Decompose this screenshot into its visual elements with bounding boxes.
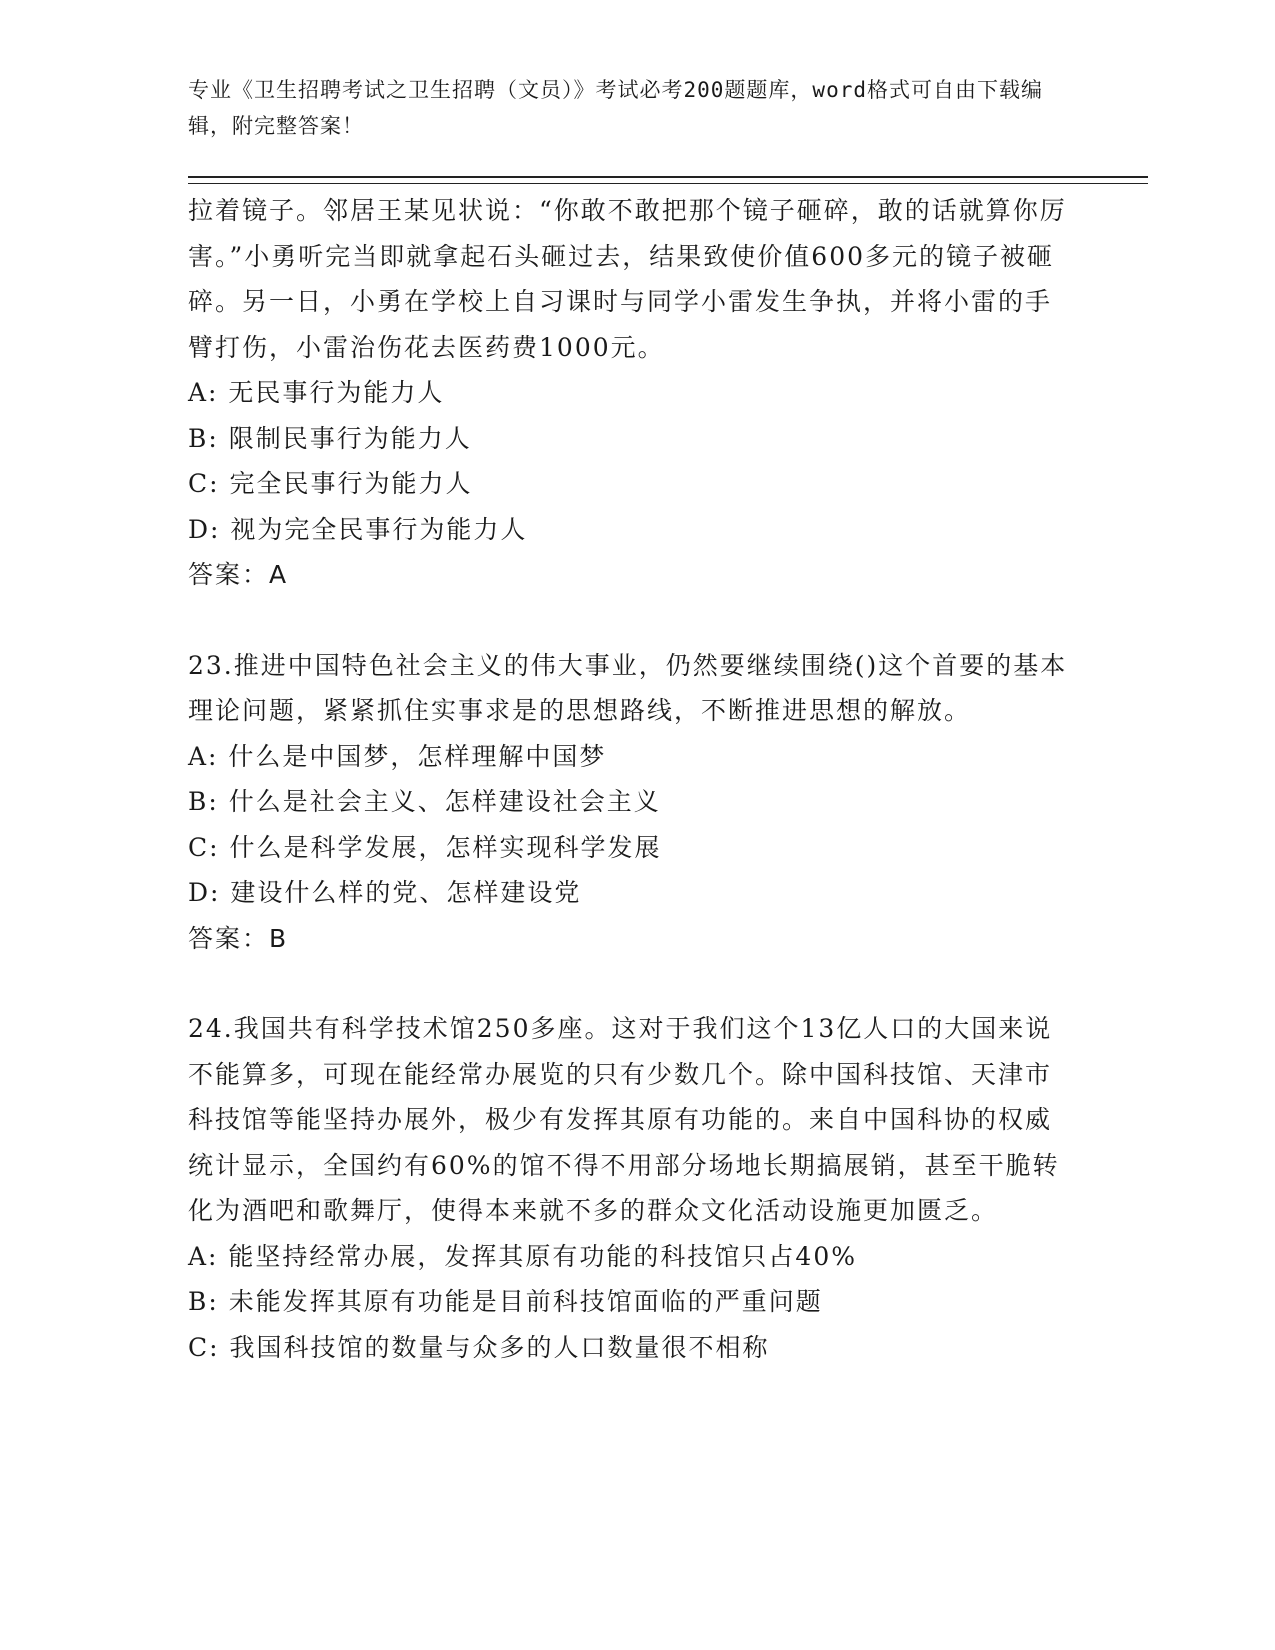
question-text: 拉着镜子。邻居王某见状说：“你敢不敢把那个镜子砸碎，敢的话就算你厉害。”小勇听完当即就拿起石头砸过去，结果致使价值600多元的镜子被砸碎。另一日，小勇在学校上自习课时与同学小雷发生争执，并将小雷的手臂打伤，小雷治伤花去医药费1000元。 [188, 196, 1067, 362]
option-a: A: 能坚持经常办展，发挥其原有功能的科技馆只占40% [188, 1241, 857, 1271]
document-body [188, 188, 1078, 1370]
spacer [188, 598, 1078, 643]
question-23 [188, 643, 1078, 962]
header-divider-thick [188, 176, 1148, 178]
option-d: D: 视为完全民事行为能力人 [188, 514, 528, 544]
option-b: B: 限制民事行为能力人 [188, 423, 472, 453]
option-c: C: 什么是科学发展，怎样实现科学发展 [188, 832, 662, 862]
option-c: C: 我国科技馆的数量与众多的人口数量很不相称 [188, 1332, 770, 1362]
answer-line: 答案：A [188, 560, 289, 589]
question-22-continuation [188, 188, 1078, 598]
question-text: 23.推进中国特色社会主义的伟大事业，仍然要继续围绕()这个首要的基本理论问题，紧紧抓住实事求是的思想路线，不断推进思想的解放。 [188, 650, 1068, 725]
option-c: C: 完全民事行为能力人 [188, 469, 473, 498]
document-header [188, 72, 1068, 144]
header-divider-thin [188, 183, 1148, 184]
option-a: A: 什么是中国梦，怎样理解中国梦 [188, 741, 607, 771]
question-24 [188, 1006, 1078, 1370]
question-text: 24.我国共有科学技术馆250多座。这对于我们这个13亿人口的大国来说不能算多，可现在能经常办展览的只有少数几个。除中国科技馆、天津市科技馆等能坚持办展外，极少有发挥其原有功能的。来自中国科协的权威统计显示，全国约有60%的馆不得不用部分场地长期搞展销，甚至干脆转化为酒吧和歌舞厅，使得本来就不多的群众文化活动设施更加匮乏。 [188, 1014, 1060, 1225]
option-b: B: 未能发挥其原有功能是目前科技馆面临的严重问题 [188, 1287, 823, 1316]
spacer [188, 961, 1078, 1006]
header-title: 专业《卫生招聘考试之卫生招聘（文员）》考试必考200题题库，word格式可自由下载编辑，附完整答案！ [188, 78, 1043, 138]
option-b: B: 什么是社会主义、怎样建设社会主义 [188, 787, 661, 816]
option-a: A: 无民事行为能力人 [188, 378, 445, 407]
answer-line: 答案：B [188, 923, 289, 953]
option-d: D: 建设什么样的党、怎样建设党 [188, 878, 582, 907]
